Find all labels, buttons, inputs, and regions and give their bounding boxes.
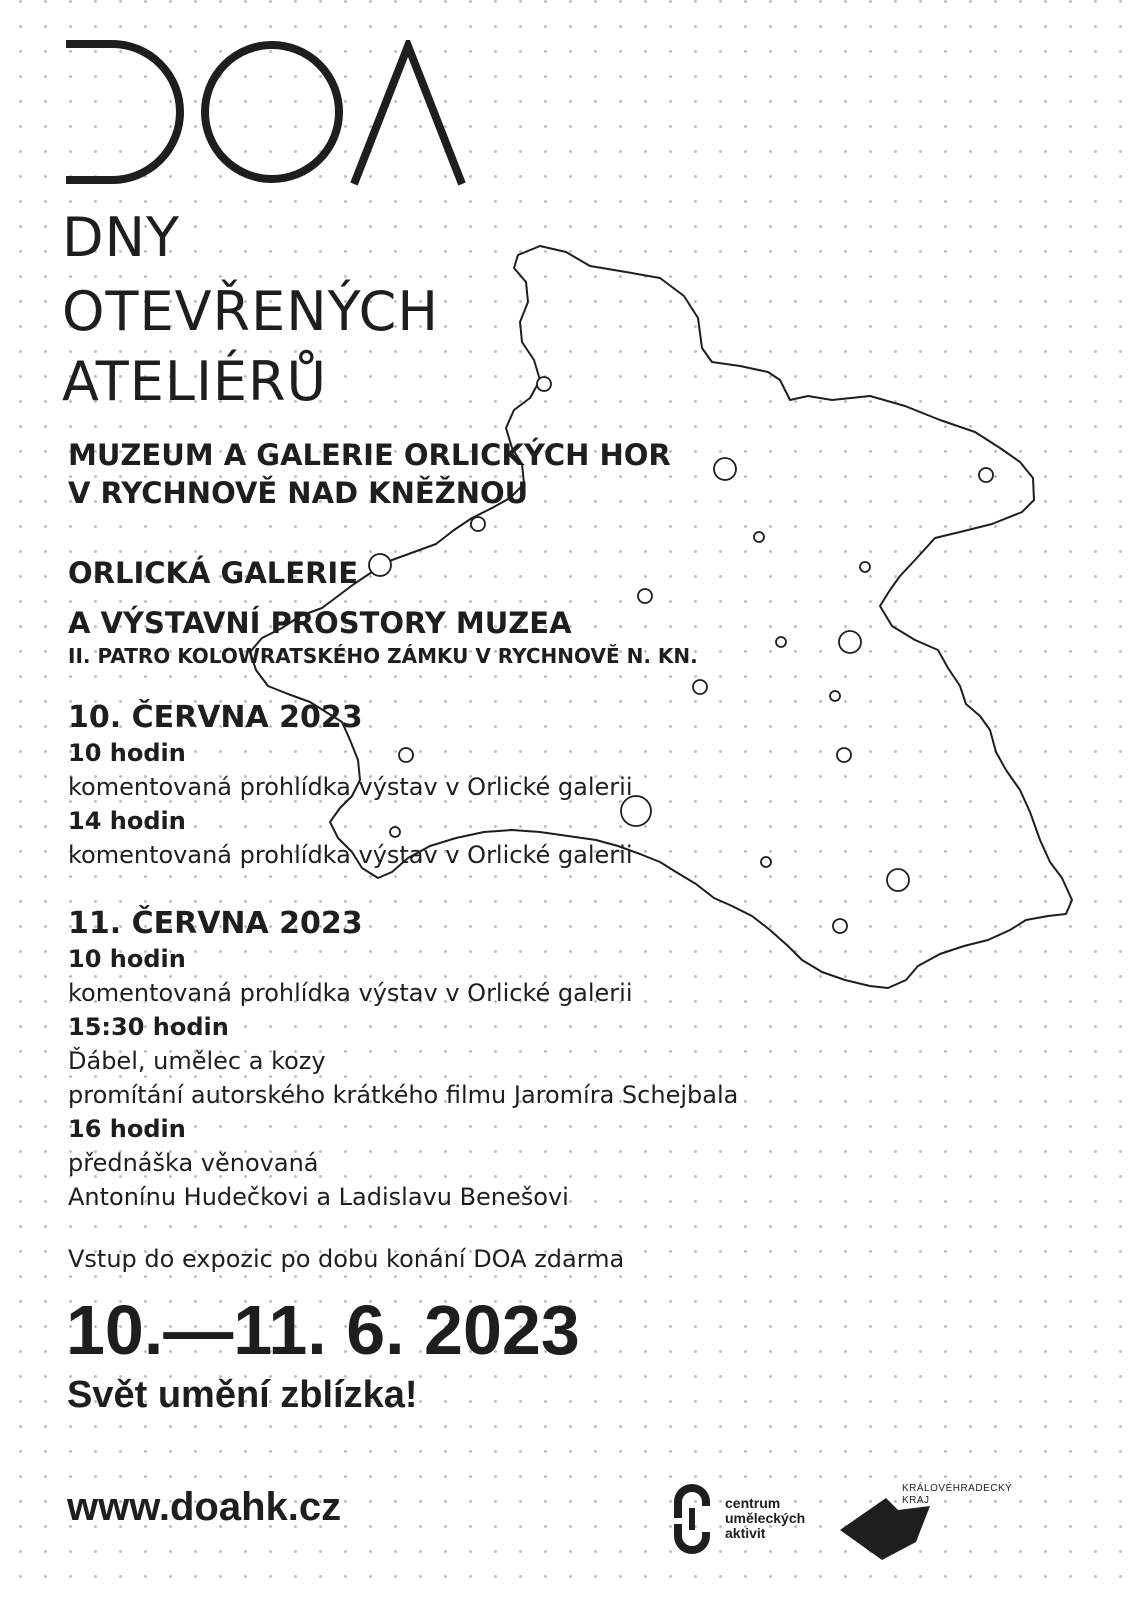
event-dates: 10.—11. 6. 2023 bbox=[66, 1291, 580, 1369]
kraj-text-line: KRAJ bbox=[902, 1495, 930, 1506]
day2-date: 11. ČERVNA 2023 bbox=[68, 906, 363, 941]
title-line-1: DNY bbox=[62, 206, 180, 269]
title-line-3: ATELIÉRŮ bbox=[62, 350, 328, 413]
website-link[interactable]: www.doahk.cz bbox=[67, 1485, 342, 1529]
doa-logo bbox=[62, 40, 472, 188]
event-text: Antonínu Hudečkovi a Ladislavu Benešovi bbox=[68, 1183, 569, 1211]
event-text: Ďábel, umělec a kozy bbox=[68, 1047, 326, 1075]
venue-line-1: MUZEUM A GALERIE ORLICKÝCH HOR bbox=[68, 438, 671, 472]
event-time: 10 hodin bbox=[68, 739, 186, 767]
cua-text-line: uměleckých bbox=[725, 1510, 806, 1526]
cua-logo-icon bbox=[670, 1484, 714, 1554]
day1-date: 10. ČERVNA 2023 bbox=[68, 700, 363, 735]
free-entry-note: Vstup do expozic po dobu konání DOA zdarma bbox=[68, 1245, 625, 1273]
kraj-text-line: KRÁLOVÉHRADECKÝ bbox=[902, 1483, 1013, 1494]
event-text: přednáška věnovaná bbox=[68, 1149, 319, 1177]
event-text: komentovaná prohlídka výstav v Orlické galerii bbox=[68, 979, 633, 1007]
day1-events bbox=[68, 736, 968, 872]
cua-logo bbox=[670, 1484, 830, 1554]
kraj-logo bbox=[838, 1480, 1018, 1560]
event-text: komentovaná prohlídka výstav v Orlické galerii bbox=[68, 773, 633, 801]
title-line-2: OTEVŘENÝCH bbox=[62, 280, 439, 343]
event-time: 14 hodin bbox=[68, 807, 186, 835]
cua-text-line: aktivit bbox=[725, 1525, 766, 1541]
cua-text-line: centrum bbox=[725, 1495, 781, 1511]
event-text: promítání autorského krátkého filmu Jaromíra Schejbala bbox=[68, 1081, 739, 1109]
place-line-2: A VÝSTAVNÍ PROSTORY MUZEA bbox=[68, 606, 572, 640]
event-time: 16 hodin bbox=[68, 1115, 186, 1143]
venue-line-2: V RYCHNOVĚ NAD KNĚŽNOU bbox=[68, 476, 529, 510]
event-time: 15:30 hodin bbox=[68, 1013, 229, 1041]
venue-address: II. PATRO KOLOWRATSKÉHO ZÁMKU V RYCHNOVĚ N. KN. bbox=[68, 644, 698, 668]
day2-events bbox=[68, 942, 968, 1214]
slogan: Svět umění zblízka! bbox=[67, 1374, 418, 1416]
event-text: komentovaná prohlídka výstav v Orlické galerii bbox=[68, 841, 633, 869]
event-time: 10 hodin bbox=[68, 945, 186, 973]
place-line-1: ORLICKÁ GALERIE bbox=[68, 556, 359, 590]
